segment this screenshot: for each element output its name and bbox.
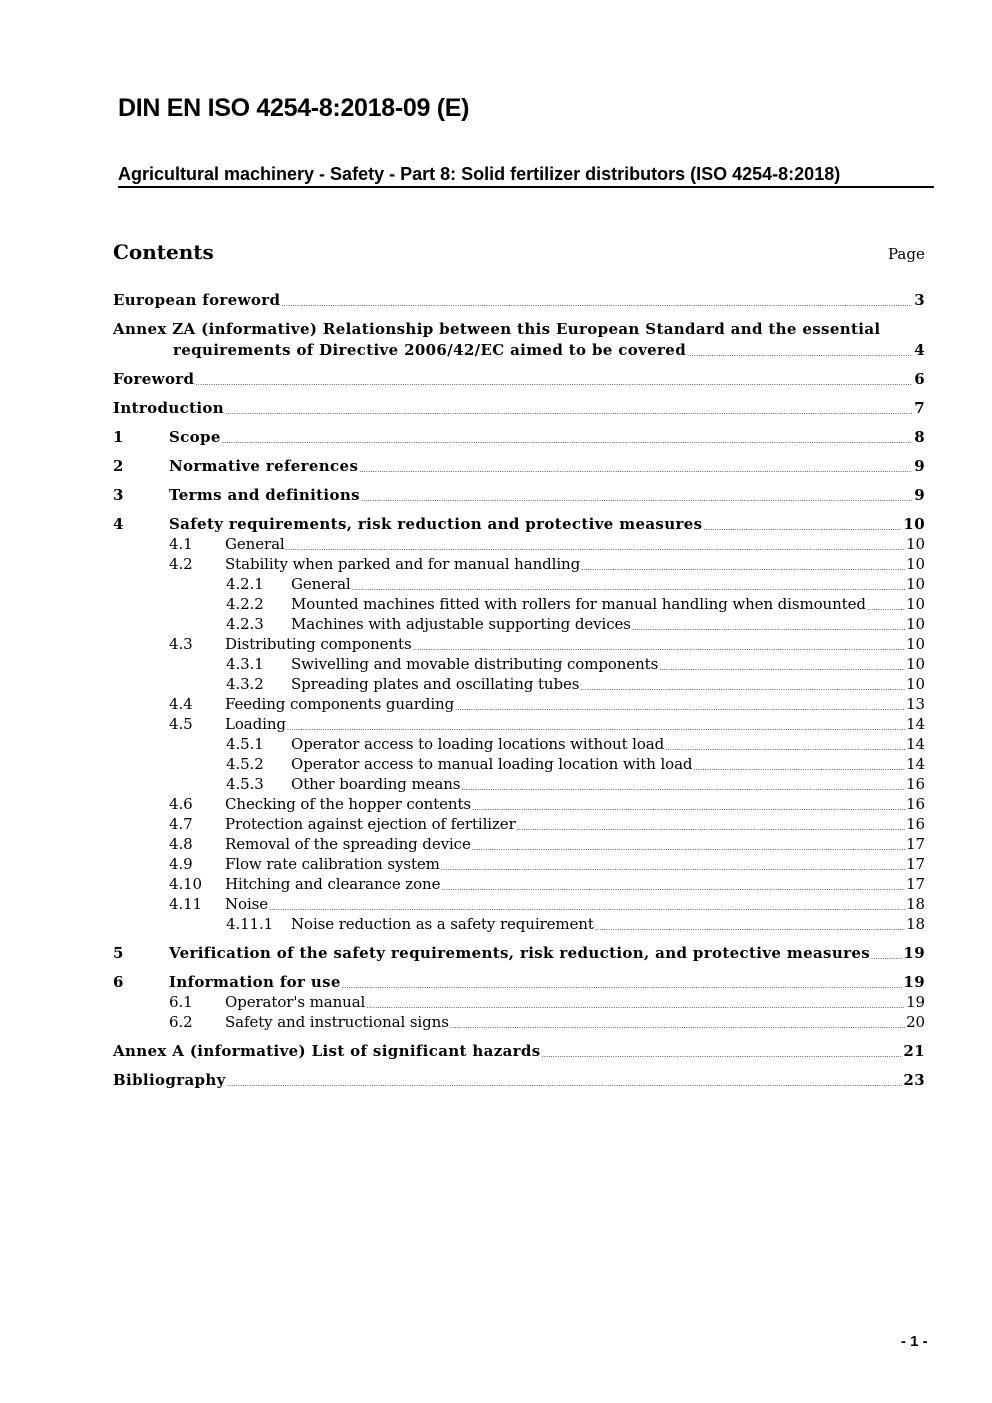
toc-number: 4.2.2 [226,595,264,613]
toc-title: Operator's manual [225,993,366,1011]
toc-title: Spreading plates and oscillating tubes [291,675,580,693]
toc-title: Noise [225,895,269,913]
toc-title: Safety requirements, risk reduction and protective measures [169,515,703,533]
annex-za-title-line1: Annex ZA (informative) Relationship between this European Standard and the essential [113,320,881,338]
toc-page: 10 [906,595,925,613]
leader-dots [413,642,906,654]
toc-entry[interactable] [113,894,925,914]
leader-dots [286,542,906,554]
document-subtitle: Agricultural machinery - Safety - Part 8: Solid fertilizer distributors (ISO 4254-8:2018) [118,164,934,188]
toc-entry[interactable] [113,774,925,794]
leader-dots [665,742,905,754]
leader-dots [659,662,905,674]
toc-title: Swivelling and movable distributing components [291,655,659,673]
footer-page-number: - 1 - [901,1333,928,1350]
toc-number: 4.10 [169,875,202,893]
leader-dots [581,562,905,574]
toc-title: Stability when parked and for manual handling [225,555,581,573]
leader-dots [632,622,905,634]
leader-dots [871,951,902,963]
leader-dots [269,902,905,914]
toc-number: 4.7 [169,815,193,833]
toc-entry[interactable] [113,594,925,614]
toc-page: 17 [906,875,925,893]
toc-page: 9 [914,486,925,504]
leader-dots [687,348,912,360]
toc-entry[interactable] [113,427,925,447]
toc-title: Removal of the spreading device [225,835,471,853]
toc-page: 10 [906,575,925,593]
toc-entry[interactable] [113,485,925,505]
toc-number: 4.11.1 [226,915,274,933]
toc-page: 16 [906,775,925,793]
page-column-label: Page [888,245,925,263]
toc-entry[interactable] [113,714,925,734]
toc-number: 6 [113,973,124,991]
toc-entry-annex-za[interactable] [113,319,925,360]
toc-page: 16 [906,795,925,813]
toc-title: Introduction [113,399,225,417]
toc-title: Other boarding means [291,775,461,793]
document-title: DIN EN ISO 4254-8:2018-09 (E) [118,94,470,122]
toc-page: 10 [906,615,925,633]
leader-dots [441,882,905,894]
toc-entry[interactable] [113,654,925,674]
toc-number: 4.3 [169,635,193,653]
annex-za-title-line2: requirements of Directive 2006/42/EC aimed to be covered [173,341,687,359]
toc-page: 9 [914,457,925,475]
toc-page: 10 [906,655,925,673]
toc-number: 4.5.3 [226,775,264,793]
toc-entry[interactable] [113,456,925,476]
toc-number: 4.2.1 [226,575,264,593]
toc-page: 14 [906,755,925,773]
toc-title: Protection against ejection of fertilizer [225,815,516,833]
leader-dots [227,1078,903,1090]
toc-page: 14 [906,715,925,733]
toc-page: 19 [903,973,925,991]
leader-dots [461,782,905,794]
leader-dots [472,802,905,814]
toc-entry[interactable] [113,734,925,754]
toc-page: 10 [906,555,925,573]
leader-dots [580,682,905,694]
toc-page: 10 [906,675,925,693]
toc-title: Feeding components guarding [225,695,455,713]
toc-title: Mounted machines fitted with rollers for manual handling when dismounted [291,595,866,613]
toc-entry[interactable] [113,1012,925,1032]
toc-title: Bibliography [113,1071,226,1089]
leader-dots [441,862,905,874]
toc-entry-foreword[interactable] [113,369,925,389]
toc-number: 4.1 [169,535,193,553]
leader-dots [225,406,912,418]
leader-dots [703,522,902,534]
toc-page: 4 [914,341,925,359]
toc-number: 4.5 [169,715,193,733]
toc-entry[interactable] [113,754,925,774]
toc-title: European foreword [113,291,281,309]
toc-entry[interactable] [113,943,925,963]
toc-number: 4 [113,515,124,533]
leader-dots [472,842,905,854]
toc-page: 20 [906,1013,925,1031]
toc-page: 8 [914,428,925,446]
toc-title: Normative references [169,457,359,475]
toc-page: 18 [906,915,925,933]
toc-page: 17 [906,835,925,853]
table-of-contents [113,290,925,1090]
toc-number: 6.1 [169,993,193,1011]
toc-page: 21 [903,1042,925,1060]
toc-entry-european-foreword[interactable] [113,290,925,310]
toc-title: Noise reduction as a safety requirement [291,915,594,933]
toc-title: Verification of the safety requirements, risk reduction, and protective measures [169,944,871,962]
toc-number: 2 [113,457,124,475]
toc-title: Operator access to loading locations without load [291,735,665,753]
toc-entry-bibliography[interactable] [113,1070,925,1090]
toc-number: 4.6 [169,795,193,813]
toc-title: Operator access to manual loading location with load [291,755,693,773]
toc-title: Flow rate calibration system [225,855,440,873]
toc-entry-annex-a[interactable] [113,1041,925,1061]
toc-number: 4.3.1 [226,655,264,673]
toc-title: Safety and instructional signs [225,1013,449,1031]
toc-entry[interactable] [113,514,925,534]
leader-dots [542,1049,903,1061]
leader-dots [361,493,912,505]
toc-page: 18 [906,895,925,913]
toc-entry[interactable] [113,574,925,594]
toc-title: Hitching and clearance zone [225,875,441,893]
toc-entry[interactable] [113,814,925,834]
toc-page: 19 [903,944,925,962]
toc-number: 5 [113,944,124,962]
leader-dots [222,435,912,447]
toc-title: Foreword [113,370,195,388]
toc-page: 13 [906,695,925,713]
contents-heading: Contents [113,240,214,264]
toc-number: 4.3.2 [226,675,264,693]
toc-entry[interactable] [113,554,925,574]
toc-title: Terms and definitions [169,486,360,504]
toc-number: 3 [113,486,124,504]
annex-za-title-line2-row [113,340,925,360]
toc-entry[interactable] [113,972,925,992]
toc-entry[interactable] [113,992,925,1012]
leader-dots [366,1000,905,1012]
leader-dots [359,464,912,476]
toc-page: 19 [906,993,925,1011]
leader-dots [281,298,912,310]
toc-number: 4.9 [169,855,193,873]
leader-dots [595,922,905,934]
leader-dots [867,602,905,614]
toc-entry[interactable] [113,914,925,934]
toc-title: Loading [225,715,286,733]
leader-dots [693,762,905,774]
toc-page: 10 [906,635,925,653]
leader-dots [287,722,905,734]
toc-page: 6 [914,370,925,388]
toc-page: 10 [906,535,925,553]
toc-title: Distributing components [225,635,412,653]
toc-title: General [291,575,351,593]
leader-dots [352,582,906,594]
toc-number: 1 [113,428,124,446]
toc-number: 4.2.3 [226,615,264,633]
toc-number: 4.5.1 [226,735,264,753]
toc-entry[interactable] [113,794,925,814]
toc-page: 17 [906,855,925,873]
toc-number: 4.8 [169,835,193,853]
leader-dots [342,980,903,992]
toc-entry[interactable] [113,834,925,854]
toc-page: 7 [914,399,925,417]
toc-title: Information for use [169,973,341,991]
toc-title: Scope [169,428,221,446]
leader-dots [195,377,912,389]
toc-page: 3 [914,291,925,309]
toc-entry[interactable] [113,694,925,714]
toc-number: 4.11 [169,895,202,913]
toc-number: 4.2 [169,555,193,573]
toc-page: 14 [906,735,925,753]
toc-number: 6.2 [169,1013,193,1031]
toc-title: Machines with adjustable supporting devices [291,615,631,633]
toc-page: 23 [903,1071,925,1089]
leader-dots [455,702,905,714]
leader-dots [517,822,905,834]
toc-entry[interactable] [113,634,925,654]
toc-page: 16 [906,815,925,833]
toc-page: 10 [903,515,925,533]
toc-entry-introduction[interactable] [113,398,925,418]
toc-entry[interactable] [113,614,925,634]
toc-title: General [225,535,285,553]
toc-entry[interactable] [113,674,925,694]
toc-entry[interactable] [113,534,925,554]
toc-title: Checking of the hopper contents [225,795,472,813]
toc-title: Annex A (informative) List of significant hazards [113,1042,541,1060]
toc-entry[interactable] [113,854,925,874]
toc-number: 4.5.2 [226,755,264,773]
leader-dots [450,1020,905,1032]
toc-entry[interactable] [113,874,925,894]
toc-number: 4.4 [169,695,193,713]
